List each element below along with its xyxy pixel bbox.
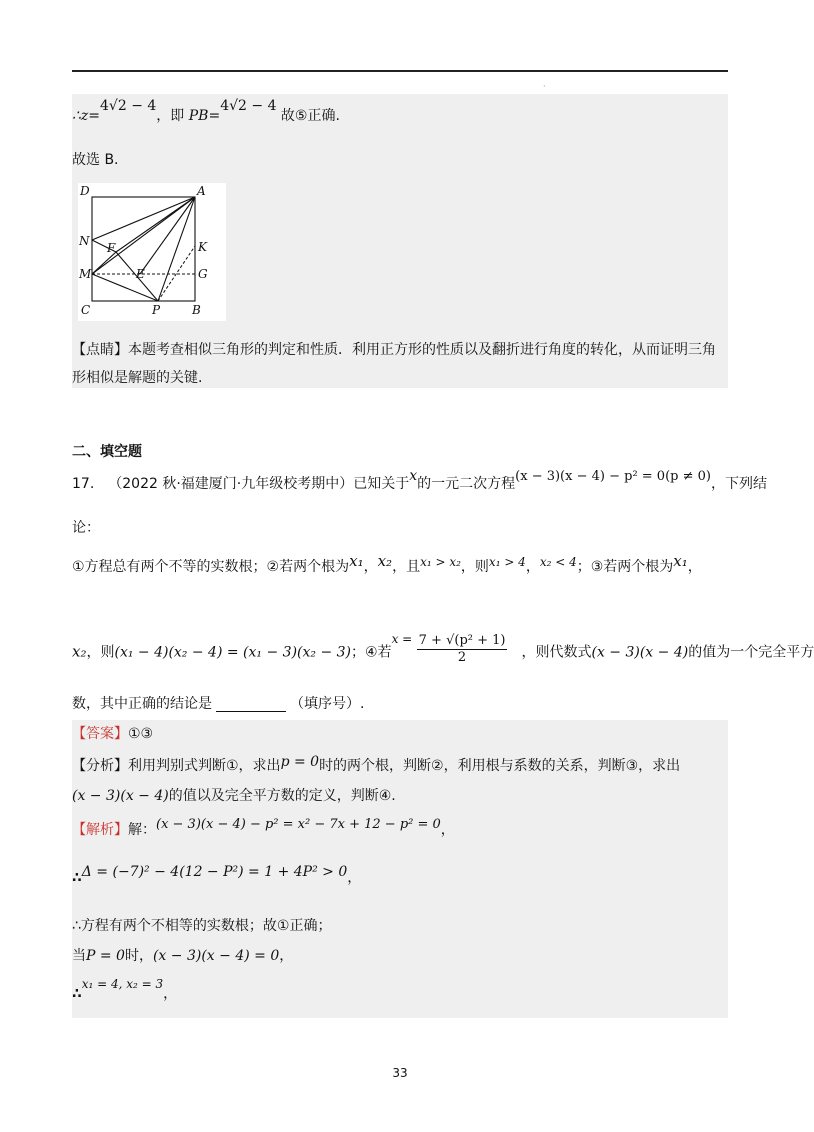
solution-line1: 【解析】解：(x − 3)(x − 4) − p² = x² − 7x + 12 − p² = 0， [72, 817, 455, 838]
solution-line3: ∴方程有两个不相等的实数根；故①正确； [72, 918, 332, 934]
solution-line2: ∴Δ = (−7)² − 4(12 − P²) = 1 + 4P² > 0， [72, 864, 362, 886]
solution-line4: 当P = 0时，(x − 3)(x − 4) = 0， [72, 948, 294, 964]
answer-label: 【答案】 [72, 726, 128, 742]
analysis-line2: (x − 3)(x − 4)的值以及完全平方数的定义，判断④. [72, 788, 396, 804]
header-rule [72, 70, 728, 72]
question-eq3: (x₁ − 4)(x₂ − 4) = (x₁ − 3)(x₂ − 3) [114, 644, 351, 661]
answer-value: ①③ [128, 726, 154, 742]
solution-line5: ∴x₁ = 4, x₂ = 3， [72, 977, 178, 1002]
label-c: C [81, 303, 91, 317]
sol-top-line1: ∴z=4√2 − 4，即 PB=4√2 − 4 故⑤正确. [72, 98, 340, 124]
label-g: G [198, 267, 208, 281]
answer-blank [216, 697, 286, 712]
geometry-figure [78, 183, 226, 321]
answer-line [72, 724, 153, 744]
label-n: N [79, 234, 90, 248]
sol-top-line2: 故选 B. [72, 152, 119, 168]
analysis-line1: 【分析】利用判别式判断①，求出p = 0时的两个根，判断②，利用根与系数的关系，判断③，求出 [72, 754, 681, 774]
analysis-label: 【分析】 [72, 758, 128, 774]
question-equation: (x − 3)(x − 4) − p² = 0(p ≠ 0) [515, 469, 711, 484]
label-f: F [107, 241, 116, 255]
label-b: B [192, 303, 201, 317]
page-number: 33 [392, 1066, 408, 1080]
label-d: D [80, 184, 90, 198]
label-m: M [79, 267, 92, 281]
question-number: 17. [72, 476, 95, 492]
label-k: K [198, 240, 207, 254]
label-a: A [197, 184, 206, 198]
label-p: P [152, 303, 161, 317]
header-dot: · [543, 82, 546, 91]
question-source: （2022 秋·福建厦门·九年级校考期中） [108, 476, 354, 492]
question-line3: ①方程总有两个不等的实数根；②若两个根为x₁，x₂，且x₁ > x₂，则x₁ > 4，x₂ < 4；③若两个根为x₁， [72, 552, 702, 575]
question-line5: 数，其中正确的结论是 （填序号）. [72, 696, 365, 712]
dianjing-line2: 形相似是解题的关键. [72, 370, 203, 386]
label-e: E [136, 267, 145, 281]
question-line2: 论： [72, 520, 100, 536]
question-line4: x₂，则(x₁ − 4)(x₂ − 4) = (x₁ − 3)(x₂ − 3)；④若x = $\frac{\text{7 + √(p² + 1)}}{2}$ ，则代数式(x − 3)(x − 4)的值为一个完全平方 [72, 631, 814, 665]
question-fraction: $\frac{\text{7 + √(p² + 1)}}{2}$ [418, 633, 506, 665]
section-title: 二、填空题 [72, 444, 142, 460]
solution-label: 【解析】 [72, 822, 128, 838]
question-line1: 17. （2022 秋·福建厦门·九年级校考期中）已知关于x的一元二次方程(x − 3)(x − 4) − p² = 0(p ≠ 0)，下列结 [72, 468, 767, 492]
dianjing-line1: 【点睛】本题考查相似三角形的判定和性质．利用正方形的性质以及翻折进行角度的转化，从而证明三角 [72, 342, 716, 358]
